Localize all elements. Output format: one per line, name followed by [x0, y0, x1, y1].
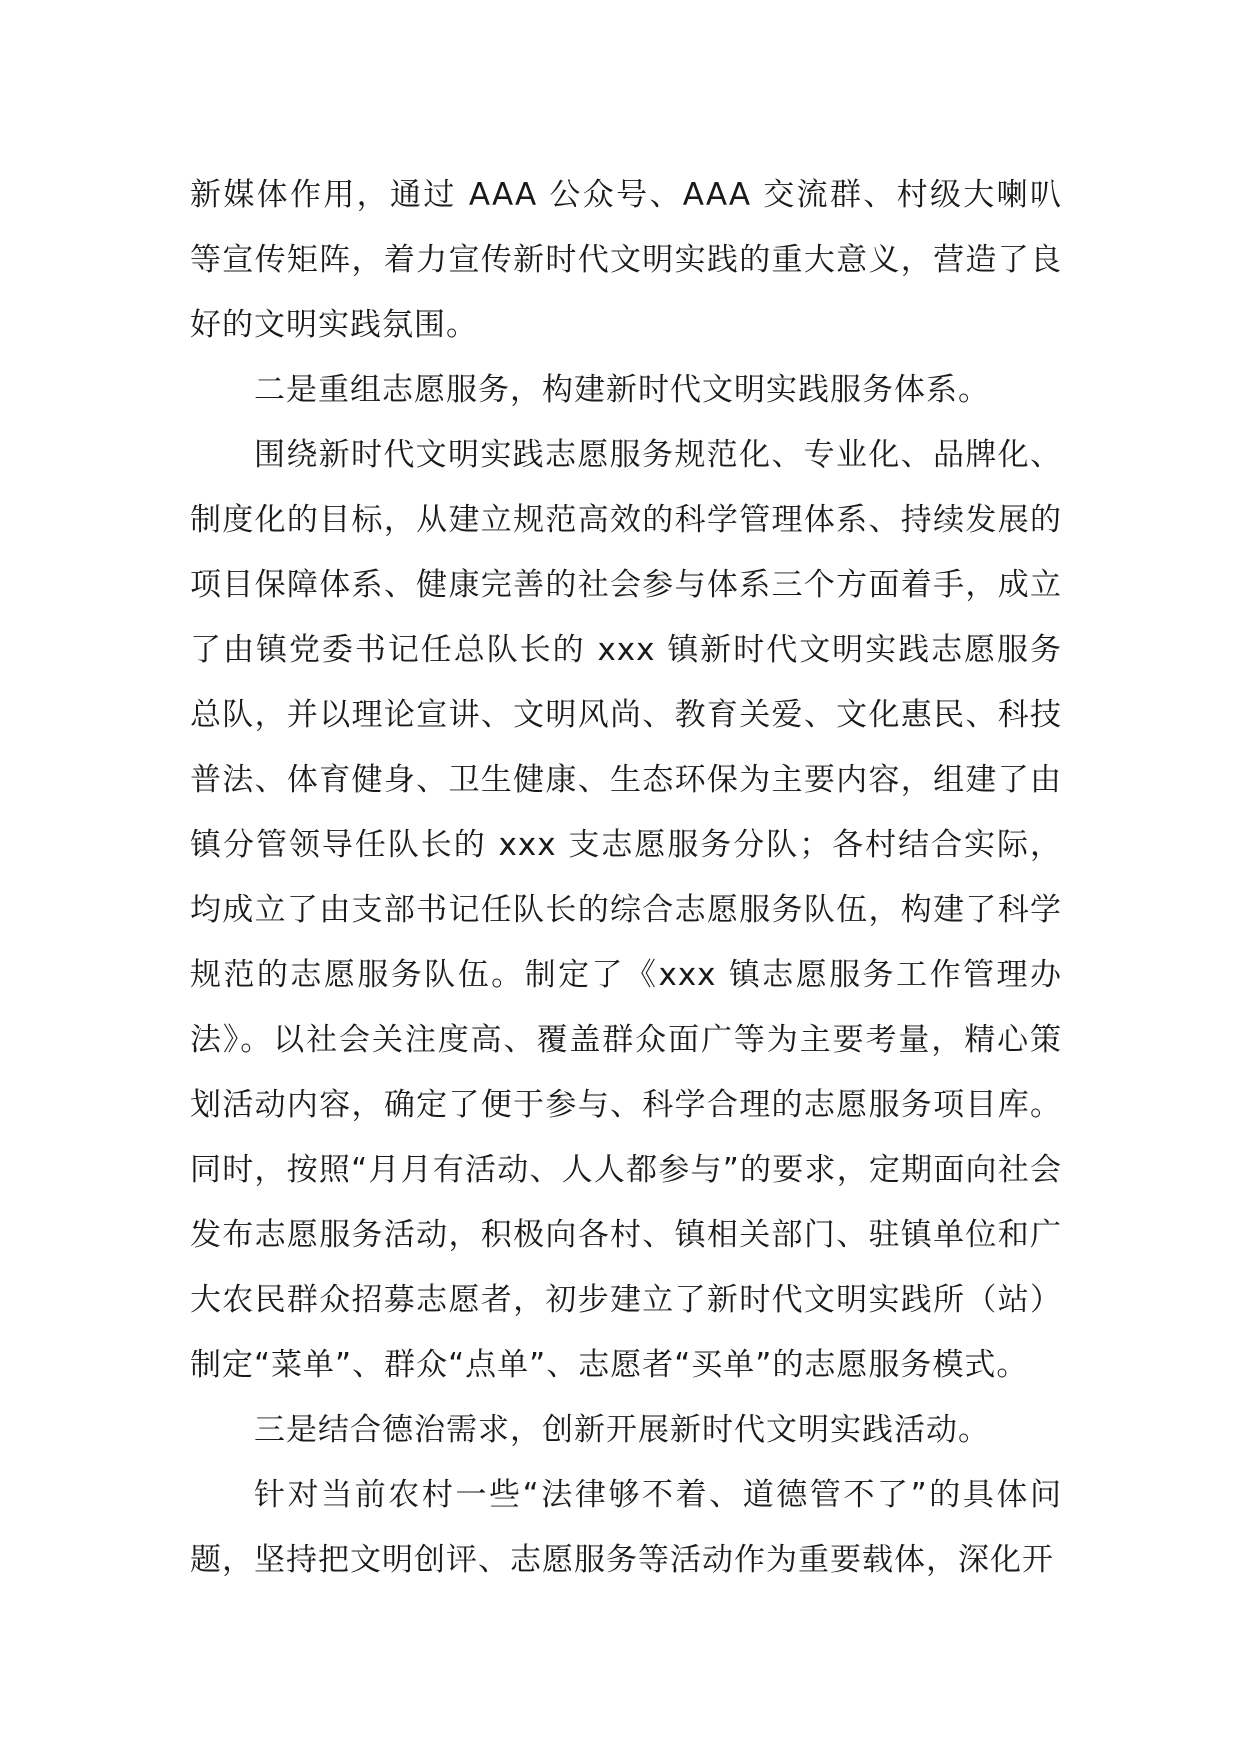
section-heading-two: 二是重组志愿服务，构建新时代文明实践服务体系。 — [254, 372, 990, 408]
paragraph-volunteer-service: 围绕新时代文明实践志愿服务规范化、专业化、品牌化、制度化的目标，从建立规范高效的科学管理体系、持续发展的项目保障体系、健康完善的社会参与体系三个方面着手，成立了由镇党委书记任总队长的 xxx 镇新时代文明实践志愿服务总队，并以理论宣讲、文明风尚、教育关爱、文化惠民、科技普法、体育健身、卫生健康、生态环保为主要内容，组建了由镇分管领导任队长的 xxx 支志愿服务分队；各村结合实际，均成立了由支部书记任队长的综合志愿服务队伍，构建了科学规范的志愿服务队伍。制定了《xxx 镇志愿服务工作管理办法》。以社会关注度高、覆盖群众面广等为主要考量，精心策划活动内容，确定了便于参与、科学合理的志愿服务项目库。同时，按照“月月有活动、人人都参与”的要求，定期面向社会发布志愿服务活动，积极向各村、镇相关部门、驻镇单位和广大农民群众招募志愿者，初步建立了新时代文明实践所（站）制定“菜单”、群众“点单”、志愿者“买单”的志愿服务模式。 — [190, 437, 1062, 1383]
paragraph-continuation: 新媒体作用，通过 AAA 公众号、AAA 交流群、村级大喇叭等宣传矩阵，着力宣传新时代文明实践的重大意义，营造了良好的文明实践氛围。 — [190, 177, 1062, 343]
paragraph-moral-governance: 针对当前农村一些“法律够不着、道德管不了”的具体问题，坚持把文明创评、志愿服务等活动作为重要载体，深化开 — [190, 1477, 1062, 1578]
section-heading-three: 三是结合德治需求，创新开展新时代文明实践活动。 — [254, 1412, 990, 1448]
document-body — [190, 163, 1062, 1593]
